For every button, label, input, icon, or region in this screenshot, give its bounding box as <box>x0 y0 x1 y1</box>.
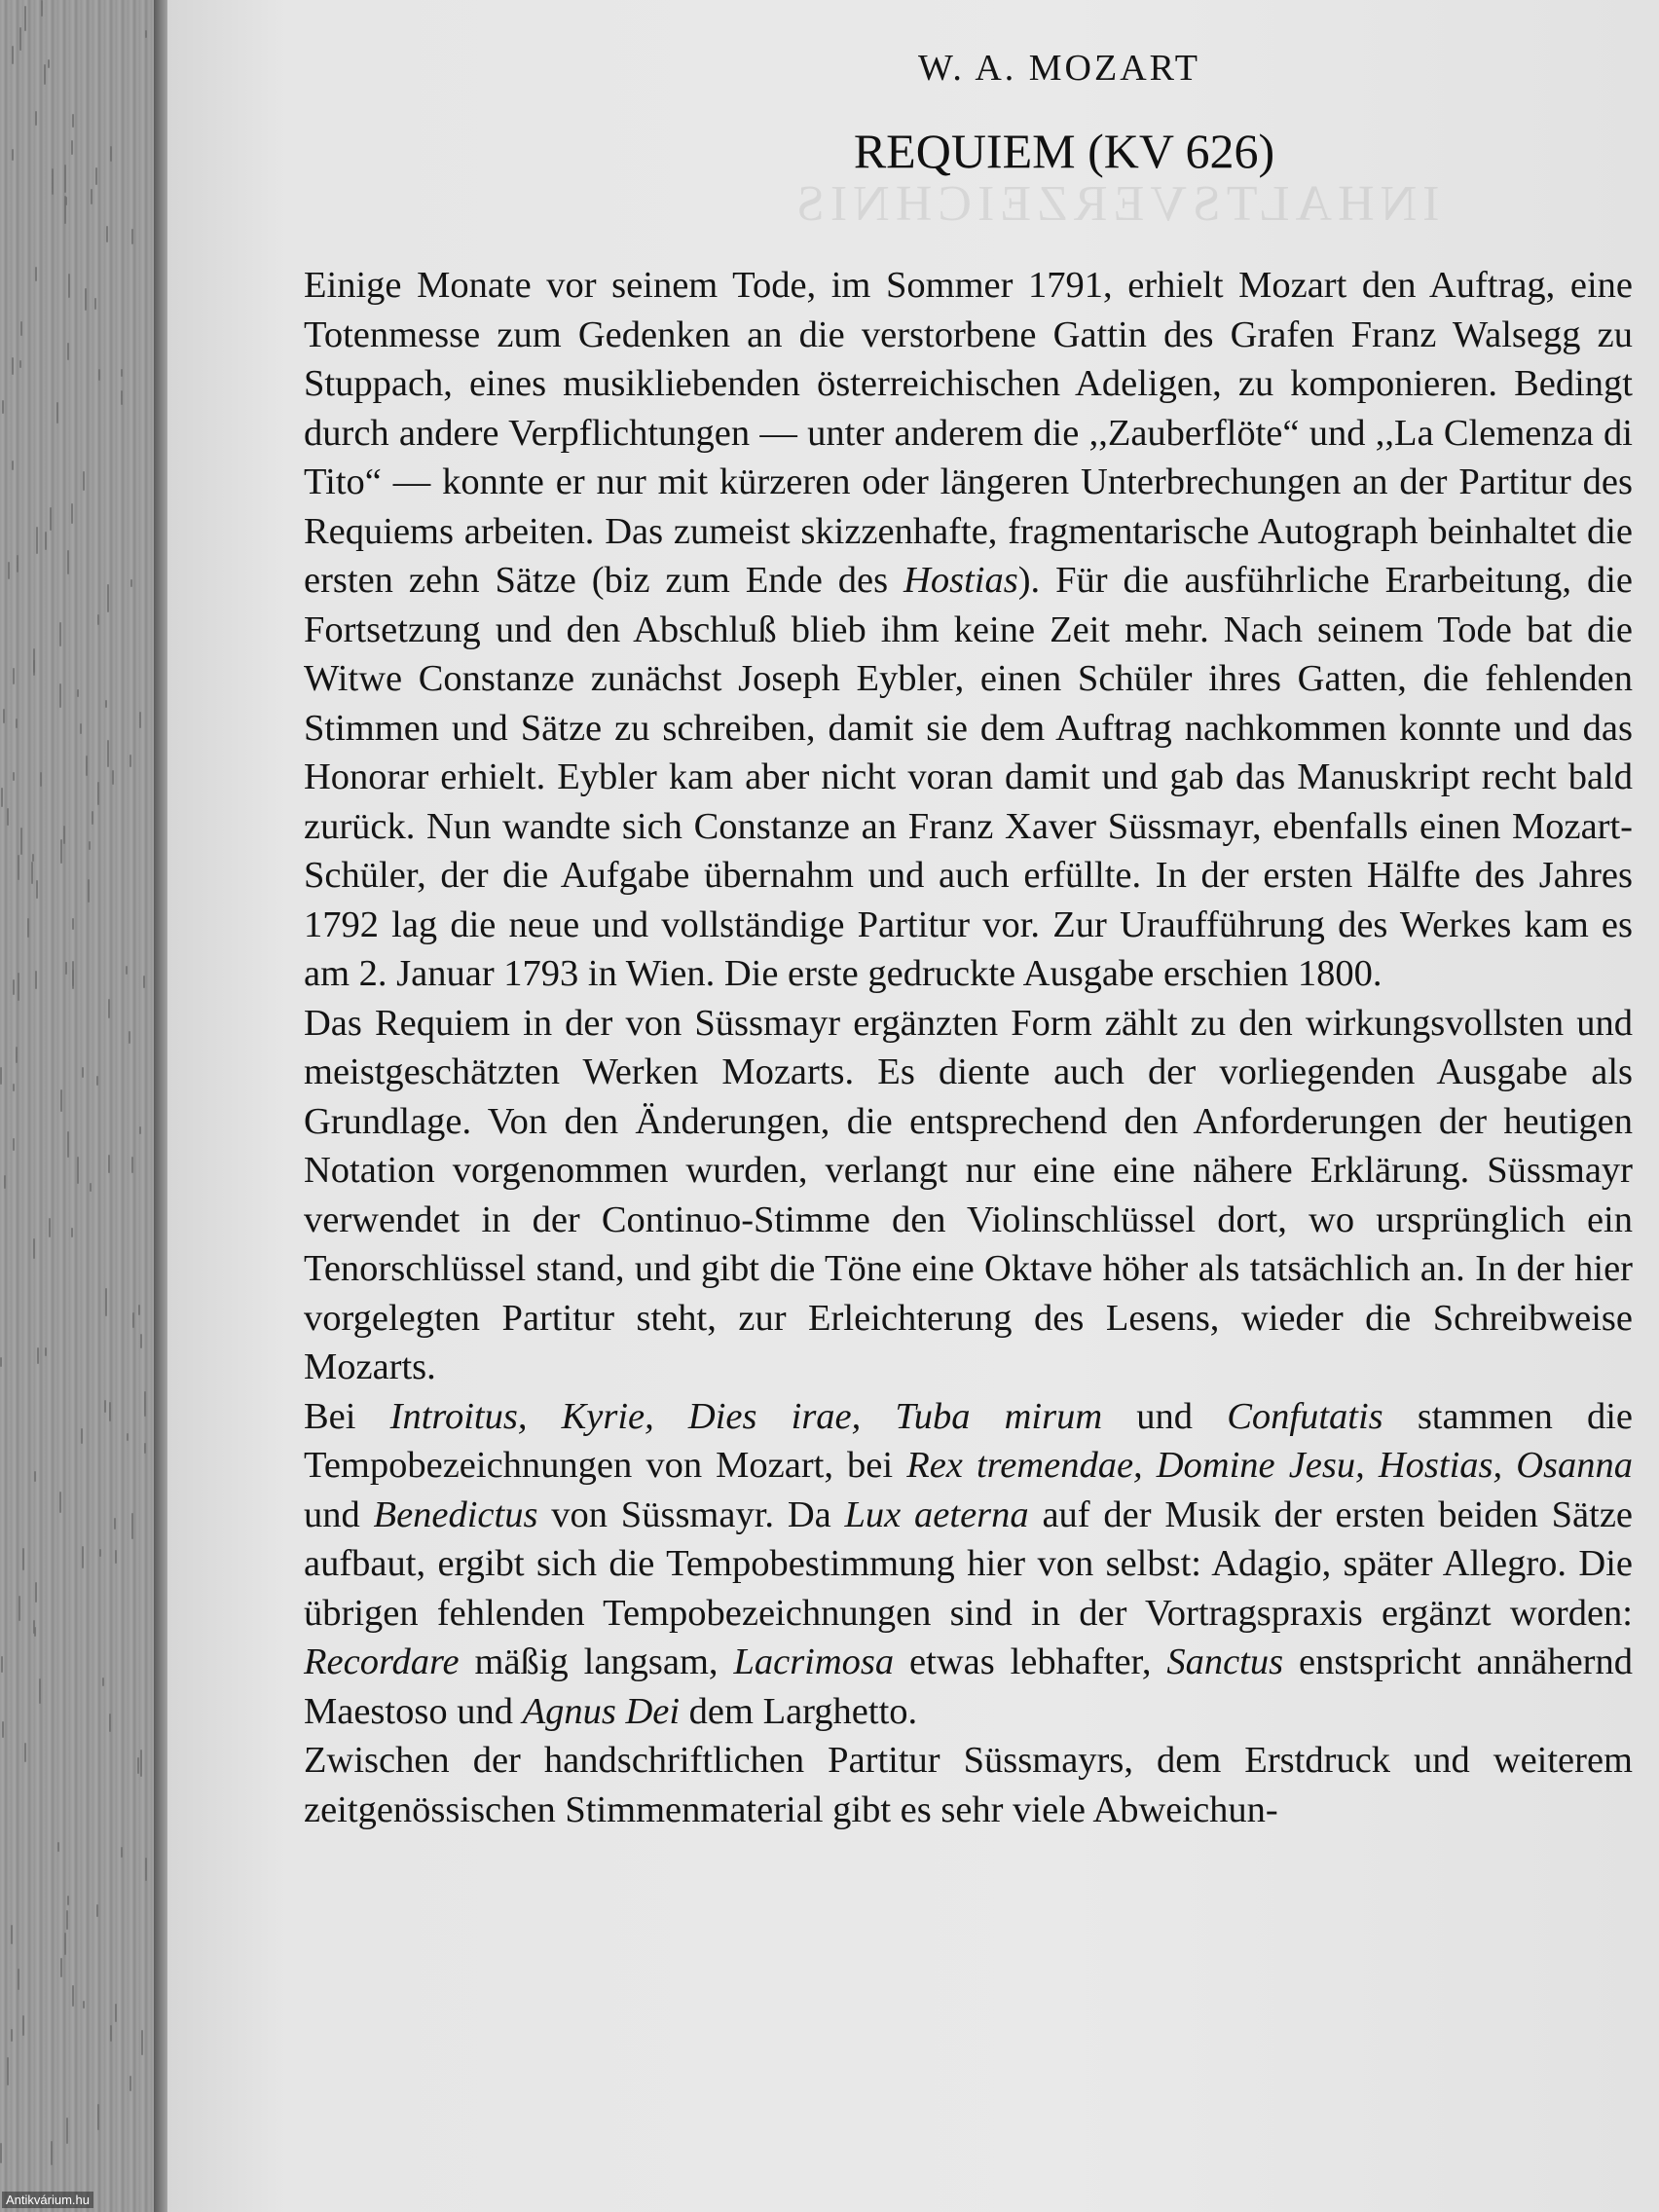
binding-texture-mark <box>139 712 141 728</box>
binding-texture-mark <box>89 841 91 850</box>
text-run: Das Requiem in der von Süssmayr ergänzten Form zählt zu den wirkungsvollsten und meistgeschätzten Werken Mozarts. Es diente auch der vorliegenden Ausgabe als Grundlage. Von den Änderungen, die entsprechend den Anforderungen der heutigen Notation vorgenommen wurden, verlangt nur eine eine nähere Erklärung. Süssmayr verwendet in der Continuo-Stimme den Violinschlüssel dort, wo ursprünglich ein Tenorschlüssel stand, und gibt die Töne eine Oktave höher als tatsächlich an. In der hier vorgelegten Partitur steht, zur Erleichterung des Lesens, wieder die Schreibweise Mozarts. <box>304 1002 1633 1387</box>
binding-texture-mark <box>71 1228 73 1237</box>
binding-texture-mark <box>56 402 58 424</box>
binding-texture-mark <box>109 1714 111 1732</box>
binding-texture-mark <box>94 298 96 310</box>
italic-run: Agnus Dei <box>522 1690 681 1732</box>
binding-texture-mark <box>98 369 100 381</box>
binding-texture-mark <box>65 962 67 975</box>
binding-texture-mark <box>77 1157 79 1184</box>
binding-texture-mark <box>33 660 35 676</box>
binding-texture-mark <box>22 1548 24 1570</box>
binding-texture-mark <box>86 756 88 776</box>
binding-texture-mark <box>13 1084 15 1091</box>
binding-texture-mark <box>129 2076 131 2091</box>
binding-texture-mark <box>77 689 79 697</box>
binding-texture-mark <box>72 1985 74 2007</box>
binding-texture-mark <box>82 1546 84 1568</box>
binding-texture-mark <box>12 149 14 161</box>
composer-name: W. A. MOZART <box>918 48 1200 89</box>
binding-texture-mark <box>144 1443 146 1454</box>
text-run: mäßig langsam, <box>459 1641 734 1682</box>
binding-texture-mark <box>80 723 82 734</box>
binding-texture-mark <box>145 30 147 38</box>
binding-texture-mark <box>66 2118 68 2144</box>
binding-texture-mark <box>40 772 42 787</box>
binding-texture-mark <box>3 709 5 723</box>
binding-texture-mark <box>18 973 19 1001</box>
binding-texture-mark <box>24 6 26 31</box>
binding-texture-mark <box>130 579 132 587</box>
binding-texture-mark <box>12 357 14 375</box>
binding-texture-mark <box>108 999 110 1018</box>
binding-texture-mark <box>140 1334 142 1348</box>
binding-texture-mark <box>83 471 85 491</box>
binding-texture-mark <box>16 719 18 728</box>
binding-texture-mark <box>49 1218 51 1237</box>
binding-texture-mark <box>64 1933 66 1955</box>
show-through-text: INHALTSVERZEICHNIS <box>791 176 1440 232</box>
binding-texture-mark <box>106 226 108 242</box>
binding-texture-mark <box>18 855 19 880</box>
italic-run: Lacrimosa <box>733 1641 895 1682</box>
binding-texture-mark <box>137 1757 139 1774</box>
text-run: Einige Monate vor seinem Tode, im Sommer 1791, erhielt Mozart den Auftrag, eine Totenmesse zum Gedenken an die verstorbene Gattin des Grafen Franz Walsegg zu Stuppach, eines musikliebenden österreichischen Adeligen, zu komponieren. Bedingt durch andere Verpflichtungen — unter anderem die ,,Zauberflöte“ und ,,La Clemenza di Tito“ — konnte er nur mit kürzeren oder längeren Unterbrechungen an der Partitur des Requiems arbeiten. Das zumeist skizzenhafte, fragmentarische Autograph beinhaltet die ersten zehn Sätze (biz zum Ende des <box>304 265 1633 601</box>
binding-texture-mark <box>83 2001 85 2009</box>
italic-run: Rex tremendae, Domine Jesu, Hostias, Osanna <box>906 1445 1633 1486</box>
binding-texture-mark <box>57 1842 59 1852</box>
binding-texture-mark <box>0 1067 2 1085</box>
binding-texture-mark <box>126 966 128 975</box>
binding-texture-mark <box>59 683 61 708</box>
binding-texture-mark <box>72 918 74 930</box>
binding-texture-mark <box>110 2025 112 2042</box>
binding-texture-mark <box>88 879 90 903</box>
binding-texture-mark <box>90 1183 92 1192</box>
binding-texture-mark <box>0 2143 2 2163</box>
binding-texture-mark <box>115 1550 117 1564</box>
binding-texture-mark <box>140 1750 142 1777</box>
binding-texture-mark <box>35 111 37 126</box>
binding-texture-mark <box>60 839 62 864</box>
binding-texture-mark <box>72 114 74 128</box>
binding-texture-mark <box>64 196 66 224</box>
binding-texture-mark <box>1 1656 3 1673</box>
binding-texture-mark <box>121 1847 123 1858</box>
paragraph <box>304 1392 1633 1737</box>
text-run: enstspricht annähernd Maestoso und <box>304 1641 1633 1732</box>
binding-texture-mark <box>95 167 97 185</box>
binding-texture-mark <box>7 2057 9 2085</box>
text-run: von Süssmayr. Da <box>537 1493 845 1535</box>
binding-texture-mark <box>92 811 93 825</box>
binding-texture-mark <box>64 165 66 193</box>
italic-run: Introitus, Kyrie, Dies irae, Tuba mirum <box>389 1395 1103 1437</box>
binding-texture-mark <box>63 826 65 844</box>
binding-texture-mark <box>131 1513 133 1539</box>
document-page <box>167 0 1659 2212</box>
binding-texture-mark <box>129 1031 130 1044</box>
binding-texture-mark <box>96 1076 98 1086</box>
binding-texture-mark <box>85 288 87 311</box>
italic-run: Benedictus <box>373 1493 538 1535</box>
binding-texture-mark <box>91 189 92 204</box>
binding-texture-mark <box>67 343 69 360</box>
binding-texture-mark <box>131 229 133 244</box>
binding-texture-mark <box>16 1047 18 1063</box>
binding-texture-mark <box>13 979 15 995</box>
binding-texture-mark <box>71 503 73 524</box>
binding-texture-mark <box>33 1620 35 1634</box>
binding-texture-mark <box>19 27 21 51</box>
binding-texture-mark <box>1 788 3 807</box>
binding-texture-mark <box>97 2104 99 2130</box>
binding-texture-mark <box>51 2141 53 2165</box>
binding-texture-mark <box>81 1428 83 1444</box>
binding-texture-mark <box>60 1089 62 1112</box>
binding-texture-mark <box>109 1402 111 1421</box>
binding-texture-mark <box>36 880 38 899</box>
binding-texture-mark <box>24 1743 26 1762</box>
binding-texture-mark <box>11 2029 13 2042</box>
binding-texture-mark <box>18 1969 19 1990</box>
binding-texture-mark <box>141 2030 143 2055</box>
binding-texture-mark <box>20 321 22 336</box>
binding-texture-mark <box>96 1904 98 1917</box>
binding-texture-mark <box>67 1896 69 1905</box>
binding-texture-mark <box>72 970 74 989</box>
text-run: stammen die Tempobezeichnungen von Mozart, bei <box>304 1395 1634 1486</box>
binding-texture-mark <box>104 1400 106 1413</box>
binding-texture-mark <box>105 1288 107 1316</box>
binding-texture-mark <box>129 755 131 767</box>
binding-texture-mark <box>105 700 107 708</box>
binding-texture-mark <box>27 918 29 938</box>
binding-texture-mark <box>144 1391 146 1417</box>
binding-texture-mark <box>60 1958 62 1977</box>
binding-texture-mark <box>8 562 10 579</box>
binding-texture-mark <box>112 770 114 785</box>
binding-texture-mark <box>139 1126 141 1134</box>
binding-texture-mark <box>2 1721 4 1738</box>
binding-texture-mark <box>13 1138 15 1151</box>
binding-texture-mark <box>132 1312 134 1328</box>
page-title: REQUIEM (KV 626) <box>853 124 1275 178</box>
text-run: Bei <box>304 1395 390 1437</box>
binding-texture-mark <box>115 2004 117 2022</box>
binding-texture-mark <box>12 461 14 470</box>
binding-texture-mark <box>13 668 15 684</box>
binding-texture-mark <box>36 527 38 554</box>
binding-texture-mark <box>127 1433 129 1441</box>
binding-texture-mark <box>32 854 34 862</box>
binding-texture-mark <box>82 1067 84 1078</box>
binding-texture-mark <box>59 1492 61 1513</box>
binding-texture-mark <box>68 274 70 298</box>
binding-texture-mark <box>131 1157 133 1173</box>
binding-texture-mark <box>44 64 46 85</box>
binding-texture-mark <box>45 532 47 550</box>
binding-texture-mark <box>50 507 52 531</box>
binding-texture-mark <box>22 2015 24 2036</box>
binding-texture-mark <box>2 400 4 414</box>
book-binding-strip <box>0 0 164 2212</box>
binding-texture-mark <box>52 168 54 195</box>
binding-texture-mark <box>143 976 145 988</box>
binding-texture-mark <box>67 1131 69 1158</box>
binding-texture-mark <box>66 1910 68 1930</box>
binding-texture-mark <box>110 146 112 162</box>
binding-texture-mark <box>13 772 15 781</box>
binding-texture-mark <box>59 622 61 646</box>
binding-texture-mark <box>33 1238 35 1259</box>
binding-texture-mark <box>107 584 109 612</box>
binding-texture-mark <box>102 1677 104 1686</box>
italic-run: Recordare <box>304 1641 460 1682</box>
italic-run: Confutatis <box>1227 1395 1383 1437</box>
binding-texture-mark <box>35 1582 37 1603</box>
binding-texture-mark <box>31 862 33 884</box>
text-run: auf der Musik der ersten beiden Sätze aufbaut, ergibt sich die Tempobestimmung hier von selbst: Adagio, später Allegro. Die übrigen fehlenden Tempobezeichnungen sind in der Vortragspraxis ergänzt worden: <box>304 1493 1634 1634</box>
binding-texture-mark <box>19 360 21 368</box>
italic-run: Sanctus <box>1166 1641 1284 1682</box>
binding-texture-mark <box>7 808 9 826</box>
binding-texture-mark <box>12 46 14 64</box>
binding-texture-mark <box>45 1347 47 1356</box>
binding-texture-mark <box>97 782 99 805</box>
binding-texture-mark <box>114 1518 116 1530</box>
italic-run: Hostias <box>903 560 1018 601</box>
binding-texture-mark <box>48 59 50 68</box>
binding-texture-mark <box>37 1347 39 1364</box>
binding-texture-mark <box>41 0 43 17</box>
binding-texture-mark <box>99 1549 101 1557</box>
paragraph <box>304 261 1633 999</box>
binding-texture-mark <box>108 1155 110 1173</box>
binding-texture-mark <box>11 1925 13 1944</box>
binding-texture-mark <box>145 1858 147 1881</box>
text-run: ). Für die ausführliche Erarbeitung, die Fortsetzung und den Abschluß blieb ihm keine Zeit mehr. Nach seinem Tode bat die Witwe Constanze zunächst Joseph Eybler, einen Schüler ihres Gatten, die fehlenden Stimmen und Sätze zu schreiben, damit sie dem Auftrag nachkommen konnte und das Honorar erhielt. Eybler kam aber nicht voran damit und gab das Manuskript recht bald zurück. Nun wandte sich Constanze an Franz Xaver Süssmayr, ebenfalls einen Mozart-Schüler, der die Aufgabe übernahm und auch erfüllte. In der ersten Hälfte des Jahres 1792 lag die neue und vollständige Partitur vor. Zur Uraufführung des Werkes kam es am 2. Januar 1793 in Wien. Die erste gedruckte Ausgabe erschien 1800. <box>304 560 1633 994</box>
binding-texture-mark <box>97 614 99 625</box>
paragraph <box>304 1736 1633 1834</box>
binding-texture-mark <box>107 740 109 767</box>
binding-texture-mark <box>34 1471 36 1482</box>
paragraph <box>304 999 1633 1392</box>
watermark: Antikvárium.hu <box>2 2192 93 2208</box>
italic-run: Lux aeterna <box>844 1493 1029 1535</box>
body-text <box>304 261 1633 1834</box>
binding-texture-mark <box>71 140 73 155</box>
binding-texture-mark <box>138 1305 140 1315</box>
binding-texture-mark <box>0 1357 2 1367</box>
binding-texture-mark <box>17 555 18 572</box>
binding-texture-mark <box>18 1596 20 1621</box>
binding-texture-mark <box>35 971 37 989</box>
binding-texture-mark <box>121 369 123 377</box>
binding-texture-mark <box>39 1678 41 1704</box>
text-run: dem Larghetto. <box>680 1690 918 1732</box>
binding-texture-mark <box>35 267 37 281</box>
text-run: und <box>1102 1395 1228 1437</box>
text-run: und <box>304 1493 374 1535</box>
binding-texture-mark <box>67 550 69 574</box>
binding-texture-mark <box>121 390 123 405</box>
binding-texture-mark <box>20 828 22 855</box>
text-run: etwas lebhafter, <box>894 1641 1167 1682</box>
binding-texture-mark <box>4 1175 6 1189</box>
text-run: Zwischen der handschriftlichen Partitur Süssmayrs, dem Erstdruck und weiterem zeitgenössischen Stimmenmaterial gibt es sehr viele Abweichun- <box>304 1740 1633 1830</box>
